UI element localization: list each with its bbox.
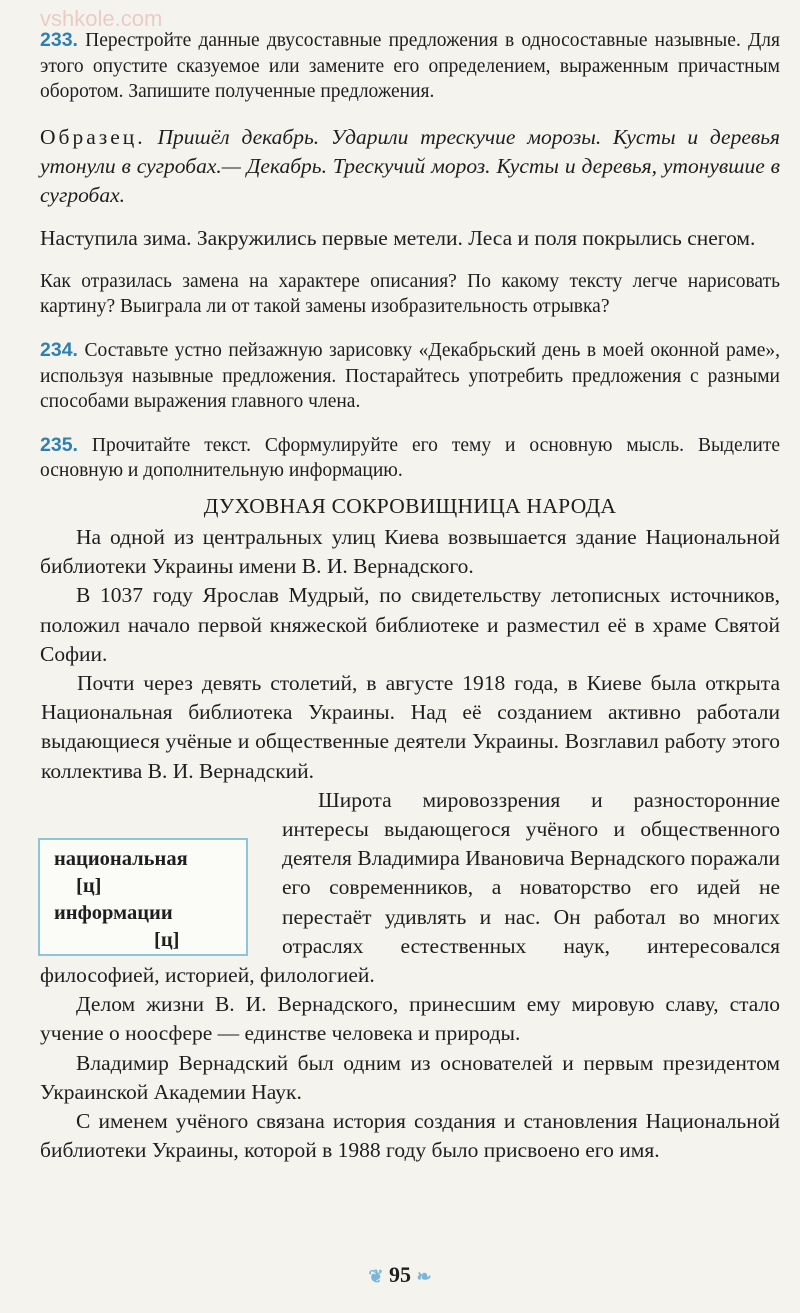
spelling-note-box: [38, 838, 248, 956]
note-sound: [ц]: [154, 929, 180, 951]
task-text: Составьте устно пейзажную зарисовку «Декабрьский день в моей оконной раме», используя назывные предложения. Постарайтесь употребить предложения с разными способами выражения главного члена.: [40, 339, 780, 413]
paragraph: Почти через девять столетий, в августе 1918 года, в Киеве была открыта Национальная библиотека Украины. Над её созданием активно работали выдающиеся учёные и общественные деятели Украины. Возглавил работу этого коллектива В. И. Вернадский.: [40, 669, 780, 786]
paragraph: В 1037 году Ярослав Мудрый, по свидетельству летописных источников, положил начало первой княжеской библиотеке и разместил её в храме Святой Софии.: [40, 583, 780, 666]
task-number: 235.: [40, 433, 78, 456]
task-235: [40, 433, 780, 484]
watermark: vshkole.com: [40, 6, 163, 31]
paragraph: Владимир Вернадский был одним из основателей и первым президентом Украинской Академии Наук.: [40, 1050, 780, 1104]
task-233: [40, 28, 780, 105]
textbook-page: [40, 28, 780, 1165]
flourish-icon: ❦: [368, 1266, 384, 1287]
page-footer: [0, 1262, 800, 1288]
paragraph: С именем учёного связана история создания и становления Национальной библиотеки Украины, которой в 1988 году было присвоено его имя.: [40, 1109, 780, 1163]
task-text: Прочитайте текст. Сформулируйте его тему и основную мысль. Выделите основную и дополнительную информацию.: [40, 434, 780, 482]
flourish-icon: ❧: [416, 1266, 432, 1287]
paragraph: Делом жизни В. И. Вернадского, принесшим ему мировую славу, стало учение о ноосфере — единстве человека и природы.: [40, 992, 780, 1046]
task-number: 233.: [40, 29, 78, 51]
note-sound: [ц]: [76, 875, 102, 897]
note-word: национальная: [54, 848, 188, 870]
example: [40, 123, 780, 210]
task-number: 234.: [40, 338, 78, 361]
example-label: Образец.: [40, 124, 146, 149]
task-text: Перестройте данные двусоставные предложения в односоставные назывные. Для этого опустите сказуемое или замените его определением, выраженным причастным оборотом. Запишите полученные предложения.: [40, 30, 780, 103]
reading-title: ДУХОВНАЯ СОКРОВИЩНИЦА НАРОДА: [203, 493, 617, 518]
page-number: 95: [389, 1262, 411, 1287]
task-sentences: Наступила зима. Закружились первые метели. Леса и поля покрылись снегом.: [40, 225, 756, 250]
wrap-offset: [40, 669, 41, 808]
task-question: Как отразилась замена на характере описания? По какому тексту легче нарисовать картину? Выиграла ли от такой замены изобразительность отрывка?: [40, 270, 780, 318]
example-text: Пришёл декабрь. Ударили трескучие морозы. Кусты и деревья утонули в сугробах.— Декабрь. Трескучий мороз. Кусты и деревья, утонувшие в сугробах.: [40, 124, 781, 207]
paragraph: Широта мировоззрения и разносторонние интересы выдающегося учёного и общественного деятеля Владимира Ивановича Вернадского поражали его современников, а новаторство его идей не перестаёт удивлять и нас. Он работал во многих отраслях естественных наук, интересовался философией, историей, филологией.: [40, 787, 780, 987]
paragraph: На одной из центральных улиц Киева возвышается здание Национальной библиотеки Украины имени В. И. Вернадского.: [40, 524, 780, 579]
note-word: информации: [54, 902, 173, 924]
task-234: [40, 338, 780, 415]
